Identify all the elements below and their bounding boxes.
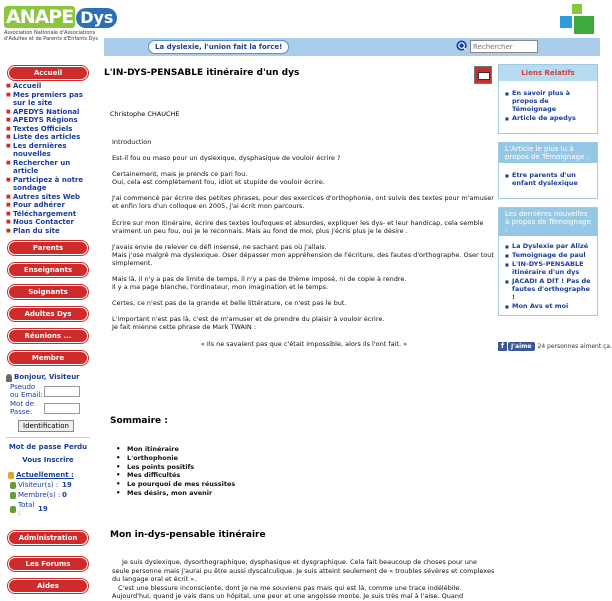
accueil-button[interactable]: Accueil <box>8 66 88 80</box>
user-icon <box>6 374 12 382</box>
group-adultes-dys-button[interactable]: Adultes Dys <box>8 307 88 321</box>
nouvelle-item[interactable]: ■ Mon Avs et moi <box>505 302 595 310</box>
sommaire-title: Sommaire : <box>110 416 168 426</box>
sommaire-item[interactable]: • Mes désirs, mon avenir <box>116 489 235 498</box>
group-enseignants-button[interactable]: Enseignants <box>8 263 88 277</box>
section-title: Mon in-dys-pensable itinéraire <box>110 530 266 540</box>
sommaire-list <box>116 445 235 498</box>
aides-button[interactable]: Aides <box>8 579 88 593</box>
nav-item-dernieres-nouvelles[interactable]: ■ Les dernières nouvelles <box>6 142 94 159</box>
section-paragraph: C'est une blessure inconsciente, dont je ne me souviens pas mais qui est là, comme une trace indélébile. Aujourd'hui, quand je vais dans un hôpital, une peur et une angoisse monte. Je suis très mal à l'aise. Quand <box>112 583 464 601</box>
total-label: Total : <box>18 501 35 517</box>
nav-item-accueil[interactable]: ■ Accueil <box>6 82 94 91</box>
username-input[interactable] <box>44 386 80 397</box>
nav-item-plan-site[interactable]: ■ Plan du site <box>6 227 94 236</box>
article-author: Christophe CHAUCHE <box>110 110 180 118</box>
nav-item-textes-officiels[interactable]: ■ Textes Officiels <box>6 125 94 134</box>
main-content <box>104 62 496 600</box>
print-icon[interactable] <box>474 66 492 84</box>
site-logo[interactable] <box>4 6 114 50</box>
article-paragraph: L'important n'est pas là, c'est de m'amuser et de prendre du plaisir à vouloir écrire. Je fait mienne cette phrase de Mark TWAIN : <box>112 315 385 332</box>
group-reunions-button[interactable]: Réunions ... <box>8 329 88 343</box>
facebook-like-button[interactable]: J'aime <box>508 342 535 351</box>
site-header <box>0 0 600 66</box>
article-body <box>112 138 496 356</box>
nav-item-liste-articles[interactable]: ■ Liste des articles <box>6 133 94 142</box>
quote: « Ils ne savaient pas que c'était impossible, alors ils l'ont fait. » <box>200 339 408 348</box>
nouvelle-item[interactable]: ■ La Dyslexie par Alizé <box>505 242 595 250</box>
search-input[interactable] <box>470 40 538 53</box>
administration-button[interactable]: Administration <box>8 531 88 545</box>
article-paragraph: J'avais envie de relever ce défi insensé, ne sachant pas où j'allais. Mais j'ose malgré ma dyslexique. Oser dépasser mon appréhension de l'écriture, des fautes d'orthographe. Oser tout simplement. <box>112 242 494 267</box>
header-bar <box>104 38 600 56</box>
greeting-user: Visiteur <box>48 373 80 381</box>
sommaire-item[interactable]: • Le pourquoi de mes réussites <box>116 480 235 489</box>
nav-item-telechargement[interactable]: ■ Téléchargement <box>6 210 94 219</box>
nav-item-autres-sites[interactable]: ■ Autres sites Web <box>6 193 94 202</box>
liens-item[interactable]: ■ En savoir plus à propos de Témoignage <box>505 89 595 113</box>
article-paragraph: Introduction <box>112 138 152 146</box>
nav-item-apedys-regions[interactable]: ■ APEDYS Régions <box>6 116 94 125</box>
password-label: Mot de Passe: <box>10 400 35 416</box>
nav-item-sondage[interactable]: ■ Participez à notre sondage <box>6 176 94 193</box>
group-soignants-button[interactable]: Soignants <box>8 285 88 299</box>
greeting-prefix: Bonjour, <box>14 373 47 381</box>
login-username-row <box>0 384 96 399</box>
decorative-squares-icon <box>556 4 596 34</box>
article-paragraph: Mais là, il n'y a pas de limite de temps, il n'y a pas de thème imposé, ni de copie à rendre. Il y a ma page blanche, l'ordinateur, mon imagination et le temps. <box>112 275 407 292</box>
liens-relatifs-panel <box>498 64 598 134</box>
sommaire-item[interactable]: • Les points positifs <box>116 463 235 472</box>
register-link[interactable]: Vous Inscrire <box>22 456 74 464</box>
divider <box>6 437 90 438</box>
facebook-icon: f <box>498 342 507 351</box>
group-membre-button[interactable]: Membre <box>8 351 88 365</box>
article-plus-lu-item[interactable]: ■ Etre parents d'un enfant dyslexique <box>505 171 595 187</box>
nouvelle-item[interactable]: ■ L'IN-DYS-PENSABLE itinéraire d'un dys <box>505 260 595 276</box>
main-nav <box>0 80 96 237</box>
sommaire-item[interactable]: • Mon itinéraire <box>116 445 235 454</box>
online-stats <box>0 471 96 517</box>
article-plus-lu-title: L'Article le plus lu à propos de Témoignage : <box>499 143 597 163</box>
article-paragraph: Écrire sur mon itinéraire, écrire des textes loufoques et absurdes, expliquer les dys- et leur handicap, cela semble vraiment un peu fou, oui je le reconnais. Mais au fond de moi, plus j'écris plus je le désire . <box>112 218 484 235</box>
slogan-link[interactable]: La dyslexie, l'union fait la force! <box>148 40 289 54</box>
logo-text: ANAPE <box>6 6 74 28</box>
sommaire-item[interactable]: • Mes difficultés <box>116 471 235 480</box>
facebook-like-count: 24 personnes aiment ça. <box>537 343 612 350</box>
member-icon <box>10 492 16 499</box>
nouvelle-item[interactable]: ■ Temoignage de paul <box>505 251 595 259</box>
username-label: Pseudo ou Email: <box>10 383 43 399</box>
page-title: L'IN-DYS-PENSABLE itinéraire d'un dys <box>104 68 300 78</box>
forums-button[interactable]: Les Forums <box>8 557 88 571</box>
greeting <box>0 373 96 382</box>
visitors-label: Visiteur(s) : <box>18 481 59 489</box>
liens-item[interactable]: ■ Article de apedys <box>505 114 595 122</box>
article-paragraph: Certainement, mais je prends ce pari fou. Oui, cela est complètement fou, idiot et stupide de vouloir écrire. <box>112 170 325 187</box>
group-parents-button[interactable]: Parents <box>8 241 88 255</box>
section-paragraph: Je suis dyslexique, dysorthographique, dysphasique et dysgraphique. Cela fait beaucoup de choses pour une seule personne mais j'aurai pu être aussi dyscalculique. Je suis atteint seulement de « troubles sévères et complexes du langage oral et écrit ». <box>112 558 495 584</box>
login-password-row <box>0 401 96 416</box>
right-sidebar <box>498 64 612 600</box>
left-sidebar <box>0 66 96 600</box>
visitors-count: 19 <box>62 481 72 489</box>
dernieres-nouvelles-title: Les dernières nouvelles à propos de Témoignage : <box>499 208 597 236</box>
total-icon <box>10 506 16 513</box>
total-count: 19 <box>38 505 48 513</box>
identification-button[interactable]: Identification <box>18 420 74 432</box>
liens-relatifs-title: Liens Relatifs <box>499 65 597 81</box>
article-paragraph: Est-il fou ou maso pour un dyslexique, dysphasique de vouloir écrire ? <box>112 154 341 163</box>
logo-dys: Dys <box>76 8 117 28</box>
article-plus-lu-panel <box>498 142 598 199</box>
nav-item-rechercher[interactable]: ■ Rechercher un article <box>6 159 94 176</box>
members-count: 0 <box>62 491 67 499</box>
search-icon[interactable] <box>456 40 469 53</box>
dernieres-nouvelles-panel <box>498 207 598 316</box>
article-paragraph: Certes, ce n'est pas de la grande et belle littérature, ce n'est pas le but. <box>112 299 347 308</box>
nav-item-premiers-pas[interactable]: ■ Mes premiers pas sur le site <box>6 91 94 108</box>
password-input[interactable] <box>44 403 80 414</box>
users-online-icon <box>8 472 14 479</box>
members-label: Membre(s) : <box>18 491 61 499</box>
logo-subtitle: Association Nationale d'Associations d'Adultes et de Parents d'Enfants Dys <box>4 30 98 42</box>
section-body <box>112 558 496 601</box>
nav-item-contact[interactable]: ■ Nous Contacter <box>6 218 94 227</box>
nav-item-apedys-national[interactable]: ■ APEDYS National <box>6 108 94 117</box>
nouvelle-item[interactable]: ■ JACADI A DIT ! Pas de fautes d'orthographe ! <box>505 277 595 301</box>
sommaire-item[interactable]: • L'orthophonie <box>116 454 235 463</box>
nav-item-adherer[interactable]: ■ Pour adhérer <box>6 201 94 210</box>
forgot-password-link[interactable]: Mot de passe Perdu <box>8 443 88 451</box>
facebook-like <box>498 342 612 351</box>
online-label: Actuellement : <box>16 471 74 479</box>
article-paragraph: J'ai commencé par écrire des petites phrases, pour des exercices d'orthophonie, ont suivis des textes pour m'amuser et enfin lors d'un colloque en 2005, j'ai écrit mon parcours. <box>112 194 494 211</box>
visitor-icon <box>10 482 16 489</box>
